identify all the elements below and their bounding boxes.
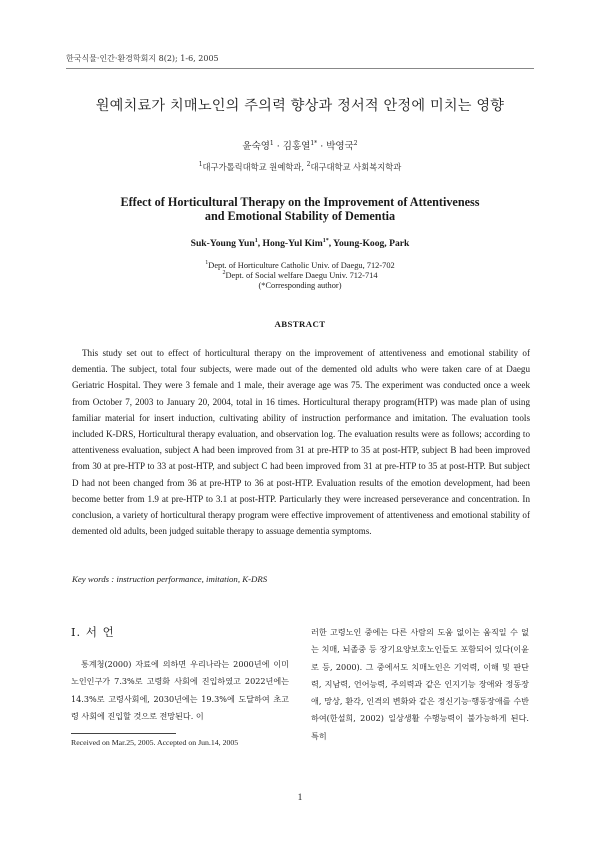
english-title-line-1: Effect of Horticultural Therapy on the Improvement of Attentiveness [120,195,480,209]
korean-affiliations [60,161,540,173]
korean-author-3-sup: 2 [353,139,358,147]
page-number: 1 [297,793,303,803]
english-affil-2-sup: 2 [222,270,226,276]
running-head: 한국식물·인간·환경학회지 8(2); 1-6, 2005 [66,54,219,63]
introduction-right-column: 러한 고령노인 중에는 다른 사람의 도움 없이는 움직일 수 없는 치매, 뇌졸중 등 장기요양보호노인들도 포함되어 있다(이윤로 등, 2000). 그 중에서도 치매노인은 기억력, 이해 및 판단력, 지남력, 언어능력, 주의력과 같은 인지기능 장애와 정동장애, 망상, 환각, 인격의 변화와 같은 정신기능·행동장애를 수반하여(한설희, 2002) 일상생활 수행능력이 불가능하게 된다. 특히 [311,627,529,741]
korean-affil-1-sup: 1 [198,161,203,169]
korean-affil-2: 대구대학교 사회복지학과 [310,162,402,172]
english-author-1: Suk-Young Yun [190,238,255,249]
received-date-note: Received on Mar.25, 2005. Accepted on Jun.14, 2005 [71,738,239,747]
english-title [70,195,530,223]
english-affil-1: Dept. of Horticulture Catholic Univ. of Daegu, 712-702 [208,261,395,270]
korean-affil-2-sup: 2 [306,161,311,169]
korean-author-1-sup: 1 [269,139,274,147]
english-author-1-sup: 1 [254,237,258,244]
english-affil-2: Dept. of Social welfare Daegu Univ. 712-714 [225,270,378,280]
korean-authors [60,138,540,152]
korean-title: 원예치료가 치매노인의 주의력 향상과 정서적 안정에 미치는 영향 [95,98,505,114]
abstract-body: This study set out to effect of horticultural therapy on the improvement of attentiveness and emotional stability of dementia. The subject, total four subjects, were made out of the demented old adults who were taken care of at Daegu Geriatric Hospital. They were 3 female and 1 male, their average age was 75. The experiment was conducted once a week from October 7, 2003 to January 20, 2004, total in 16 times. Horticultural therapy program(HTP) was made plan of using familiar material for insert induction, cultivating ability of instruction performance and imitation. The evaluation tools included K-DRS, Horticultural therapy evaluation, and observation log. The evaluation results were as follows; according to attentiveness evaluation, subject A had been improved from 31 at pre-HTP to 35 at post-HTP, subject B had been improved from 30 at pre-HTP to 33 at post-HTP, and subject C had been improved from 31 at pre-HTP to 35 at post-HTP. But subject D had not been changed from 36 at pre-HTP to 36 at post-HTP. Evaluation results of the emotion development, had been become better from 1.9 at pre-HTP to 3.1 at post-HTP. Particularly they were increased perseverance and concentration. In conclusion, a variety of horticultural therapy program were effective improvement of attentiveness and emotional stability of demented old adults, been judged suitable therapy to assuage dementia symptoms. [72,348,530,537]
english-authors [60,238,540,249]
header-rule [66,68,534,69]
korean-author-1: 윤숙영 [242,141,270,152]
abstract-heading: ABSTRACT [274,319,326,329]
english-affil-1-sup: 1 [205,260,209,267]
footnote-rule [71,733,176,734]
english-author-2: , Hong-Yul Kim [257,238,323,249]
korean-affil-1: 대구가톨릭대학교 원예학과, [202,162,307,172]
english-affiliations [60,261,540,290]
english-author-3: , Young-Koog, Park [328,238,410,249]
korean-author-2: · 김홍열 [273,141,311,152]
korean-author-2-sup: 1* [310,139,318,147]
english-author-2-sup: 1* [322,237,329,244]
introduction-left-column: 통계청(2000) 자료에 의하면 우리나라는 2000년에 이미 노인인구가 7.3%로 고령화 사회에 진입하였고 2022년에는 14.3%로 고령사회에, 2030년에는 19.3%에 도달하여 초고령 사회에 진입할 것으로 전망된다. 이 [71,659,289,721]
corresponding-author-note: (*Corresponding author) [258,280,342,290]
english-affil-line-2 [60,271,540,281]
korean-author-3: · 박영국 [317,141,354,152]
english-title-line-2: and Emotional Stability of Dementia [204,209,396,223]
keywords: Key words : instruction performance, imitation, K-DRS [72,574,268,584]
section-heading-introduction: Ⅰ. 서 언 [71,625,115,639]
english-affil-line-1 [60,261,540,271]
